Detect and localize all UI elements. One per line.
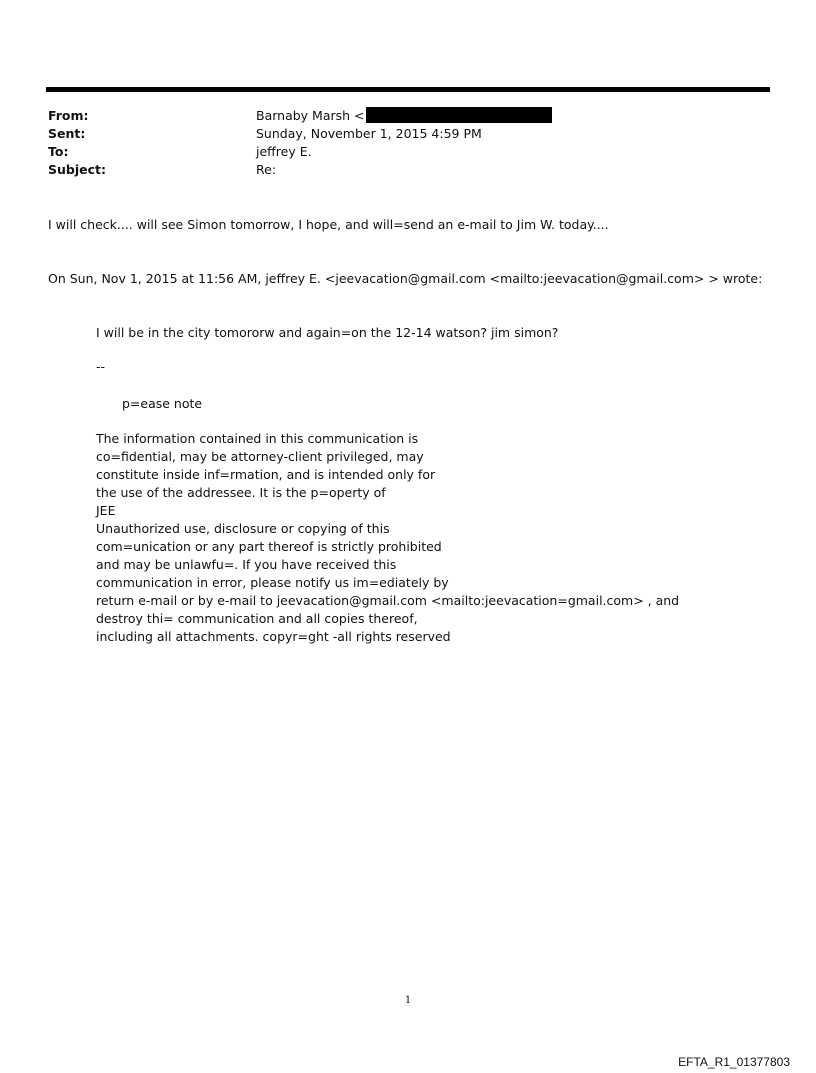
disclaimer-line: return e-mail or by e-mail to jeevacation@gmail.com <mailto:jeevacation=gmail.com> , and bbox=[96, 593, 680, 608]
sent-label: Sent: bbox=[48, 126, 86, 141]
redaction-block bbox=[366, 107, 552, 123]
disclaimer-line: communication in error, please notify us im=ediately by bbox=[96, 575, 449, 590]
to-value: jeffrey E. bbox=[256, 144, 312, 159]
quoted-message: I will be in the city tomororw and again=on the 12-14 watson? jim simon? bbox=[96, 325, 559, 340]
sent-value: Sunday, November 1, 2015 4:59 PM bbox=[256, 126, 482, 141]
disclaimer-line: The information contained in this communication is bbox=[96, 431, 419, 446]
page-number: 1 bbox=[404, 995, 412, 1006]
please-note-text: p=ease note bbox=[122, 396, 203, 411]
reply-text: I will check.... will see Simon tomorrow, I hope, and will=send an e-mail to Jim W. today.... bbox=[48, 217, 609, 232]
disclaimer-line: destroy thi= communication and all copies thereof, bbox=[96, 611, 418, 626]
disclaimer-line: com=unication or any part thereof is strictly prohibited bbox=[96, 539, 442, 554]
to-label: To: bbox=[48, 144, 69, 159]
header-divider-rule bbox=[46, 87, 770, 92]
disclaimer-line: the use of the addressee. It is the p=operty of bbox=[96, 485, 386, 500]
quote-intro: On Sun, Nov 1, 2015 at 11:56 AM, jeffrey E. <jeevacation@gmail.com <mailto:jeevacation@gmail.com> > wrote: bbox=[48, 271, 763, 286]
from-value bbox=[256, 107, 552, 125]
disclaimer-line: including all attachments. copyr=ght -all rights reserved bbox=[96, 629, 451, 644]
disclaimer-line: co=fidential, may be attorney-client privileged, may bbox=[96, 449, 424, 464]
bates-number: EFTA_R1_01377803 bbox=[678, 1055, 790, 1069]
subject-label: Subject: bbox=[48, 162, 106, 177]
signature-separator: -- bbox=[96, 359, 106, 374]
disclaimer-line: constitute inside inf=rmation, and is intended only for bbox=[96, 467, 436, 482]
subject-value: Re: bbox=[256, 162, 277, 177]
disclaimer-line: Unauthorized use, disclosure or copying of this bbox=[96, 521, 390, 536]
confidentiality-disclaimer bbox=[96, 430, 679, 646]
from-label: From: bbox=[48, 108, 89, 123]
disclaimer-line: and may be unlawfu=. If you have received this bbox=[96, 557, 397, 572]
disclaimer-line: JEE bbox=[96, 503, 116, 518]
from-sender-name: Barnaby Marsh < bbox=[256, 108, 365, 123]
